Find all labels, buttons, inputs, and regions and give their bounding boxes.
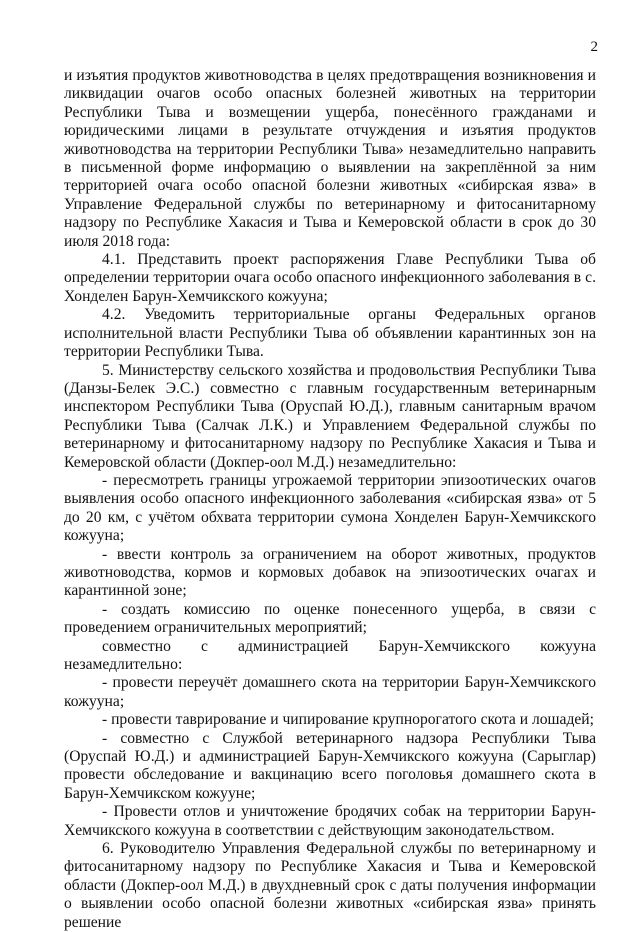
list-item-review-borders: - пересмотреть границы угрожаемой территории эпизоотических очагов выявления особо опасного инфекционного заболевания «сибирская язва» от 5 до 20 км, с учётом обхвата территории сумона Хонделен Барун-Хемчикского кожууна; bbox=[64, 471, 596, 545]
paragraph-4-1: 4.1. Представить проект распоряжения Главе Республики Тыва об определении территории очага особо опасного инфекционного заболевания в с. Хонделен Барун-Хемчикского кожууна; bbox=[64, 251, 596, 305]
paragraph-4-2: 4.2. Уведомить территориальные органы Федеральных органов исполнительной власти Республики Тыва об объявлении карантинных зон на территории Республики Тыва. bbox=[64, 306, 596, 361]
paragraph-5: 5. Министерству сельского хозяйства и продовольствия Республики Тыва (Данзы-Белек Э.С.) совместно с главным государственным ветеринарным инспектором Республики Тыва (Оруспай Ю.Д.), главным санитарным врачом Республики Тыва (Салчак Л.К.) и Управлением Федеральной службы по ветеринарному и фитосанитарному надзору по Республике Хакасия и Тыва и Кемеровской области (Докпер-оол М.Д.) незамедлительно: bbox=[64, 361, 596, 471]
list-item-damage-commission: - создать комиссию по оценке понесенного ущерба, в связи с проведением ограничительных мероприятий; bbox=[64, 600, 596, 637]
list-item-control-circulation: - ввести контроль за ограничением на оборот животных, продуктов животноводства, кормов и кормовых добавок на эпизоотических очагах и карантинной зоне; bbox=[64, 545, 596, 600]
list-item-livestock-recount: - провести переучёт домашнего скота на территории Барун-Хемчикского кожууна; bbox=[64, 674, 596, 710]
list-item-vaccination: - совместно с Службой ветеринарного надзора Республики Тыва (Оруспай Ю.Д.) и администрацией Барун-Хемчикского кожууна (Сарыглар) провести обследование и вакцинацию всего поголовья домашнего скота в Барун-Хемчикском кожууне; bbox=[64, 729, 596, 802]
page-number: 2 bbox=[590, 39, 598, 55]
paragraph-6: 6. Руководителю Управления Федеральной службы по ветеринарному и фитосанитарному надзору по Республике Хакасия и Тыва и Кемеровской области (Докпер-оол М.Д.) в двухдневный срок с даты получения информации о выявлении особо опасной болезни животных «сибирская язва» принять решение bbox=[64, 840, 596, 931]
paragraph-jointly-with-administration: совместно с администрацией Барун-Хемчикского кожууна незамедлительно: bbox=[64, 637, 596, 673]
list-item-stray-dogs: - Провести отлов и уничтожение бродячих собак на территории Барун-Хемчикского кожууна в соответствии с действующим законодательством. bbox=[64, 803, 596, 839]
list-item-branding-chipping: - провести таврирование и чипирование крупнорогатого скота и лошадей; bbox=[102, 711, 594, 729]
document-body bbox=[64, 67, 596, 932]
paragraph-intro-continuation: и изъятия продуктов животноводства в целях предотвращения возникновения и ликвидации очагов особо опасных болезней животных на территории Республики Тыва и возмещении ущерба, понесённого гражданами и юридическими лицами в результате отчуждения и изъятия продуктов животноводства на территории Республики Тыва» незамедлительно направить в письменной форме информацию о выявлении на закреплённой за ним территорией очага особо опасной болезни животных «сибирская язва» в Управление Федеральной службы по ветеринарному и фитосанитарному надзору по Республике Хакасия и Тыва и Кемеровской области в срок до 30 июля 2018 года: bbox=[64, 67, 596, 250]
